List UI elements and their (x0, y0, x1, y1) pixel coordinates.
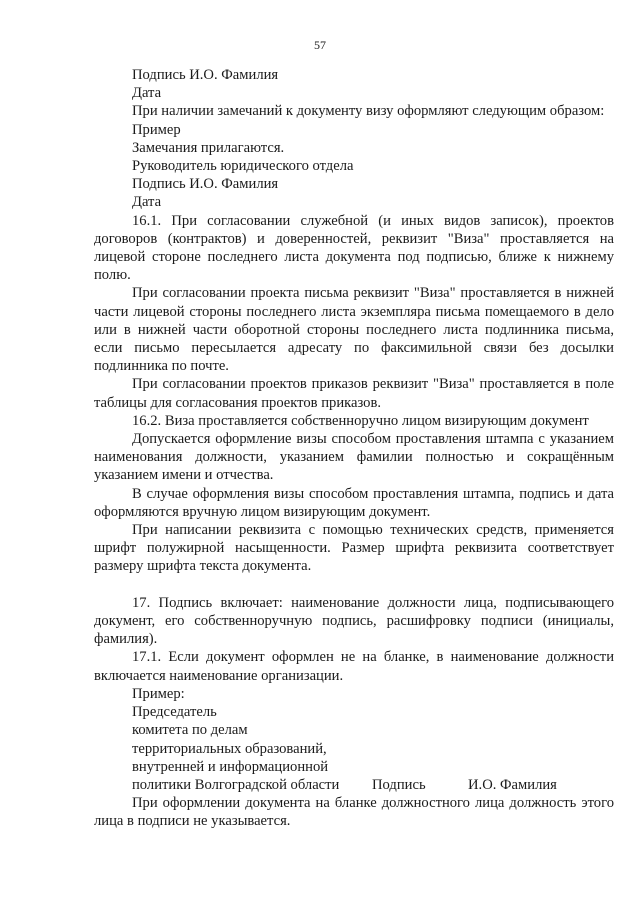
example-label: Пример: (132, 685, 185, 702)
blank-line (94, 576, 614, 594)
signature-name: И.О. Фамилия (468, 776, 557, 793)
text-line: комитета по делам (132, 722, 248, 739)
paragraph: При согласовании проектов приказов реквизит "Виза" проставляется в поле таблицы для согласования проектов приказов. (94, 376, 614, 411)
text-line: внутренней и информационной (132, 758, 329, 775)
paragraph: В случае оформления визы способом проставления штампа, подпись и дата оформляются вручную лицом визирующим документ. (94, 485, 614, 520)
signature-placeholder: Подпись (372, 776, 426, 793)
text-line: Подпись И.О. Фамилия (132, 176, 279, 193)
paragraph: Допускается оформление визы способом проставления штампа с указанием наименования должности, указанием фамилии полностью и сокращённым указанием имени и отчества. (94, 431, 614, 484)
text-line: территориальных образований, (132, 740, 327, 757)
text-line: Подпись И.О. Фамилия (132, 67, 279, 83)
text-line: Председатель (132, 704, 217, 721)
text-line: Дата (132, 194, 162, 211)
document-body (94, 66, 614, 831)
paragraph: 17.1. Если документ оформлен не на бланке, в наименование должности включается наименование организации. (94, 649, 614, 684)
text-line: Дата (132, 85, 162, 102)
text-line: Замечания прилагаются. (132, 139, 285, 156)
signature-organization: политики Волгоградской области (132, 776, 340, 793)
paragraph: При наличии замечаний к документу визу оформляют следующим образом: (132, 103, 605, 120)
paragraph: 16.1. При согласовании служебной (и иных видов записок), проектов договоров (контрактов) и доверенностей, реквизит "Виза" проставляется на лицевой стороне последнего листа документа под подписью, ближе к нижнему полю. (94, 212, 614, 284)
signature-row (94, 776, 614, 794)
paragraph: 17. Подпись включает: наименование должности лица, подписывающего документ, его собственноручную подпись, расшифровку подписи (инициалы, фамилия). (94, 594, 614, 648)
paragraph: 16.2. Виза проставляется собственноручно лицом визирующим документ (132, 412, 589, 429)
paragraph: При написании реквизита с помощью технических средств, применяется шрифт полужирной насыщенности. Размер шрифта реквизита соответствует размеру шрифта текста документа. (94, 522, 614, 575)
page-number: 57 (314, 38, 326, 52)
text-line: Пример (132, 121, 181, 138)
text-line: Руководитель юридического отдела (132, 158, 354, 175)
paragraph: При согласовании проекта письма реквизит "Виза" проставляется в нижней части лицевой стороны последнего листа экземпляра письма помещаемого в дело или в нижней части оборотной стороны последнего листа подлинника письма, если письмо пересылается адресату по факсимильной связи без досылки подлинника по почте. (94, 285, 614, 375)
paragraph: При оформлении документа на бланке должностного лица должность этого лица в подписи не указывается. (94, 795, 614, 830)
